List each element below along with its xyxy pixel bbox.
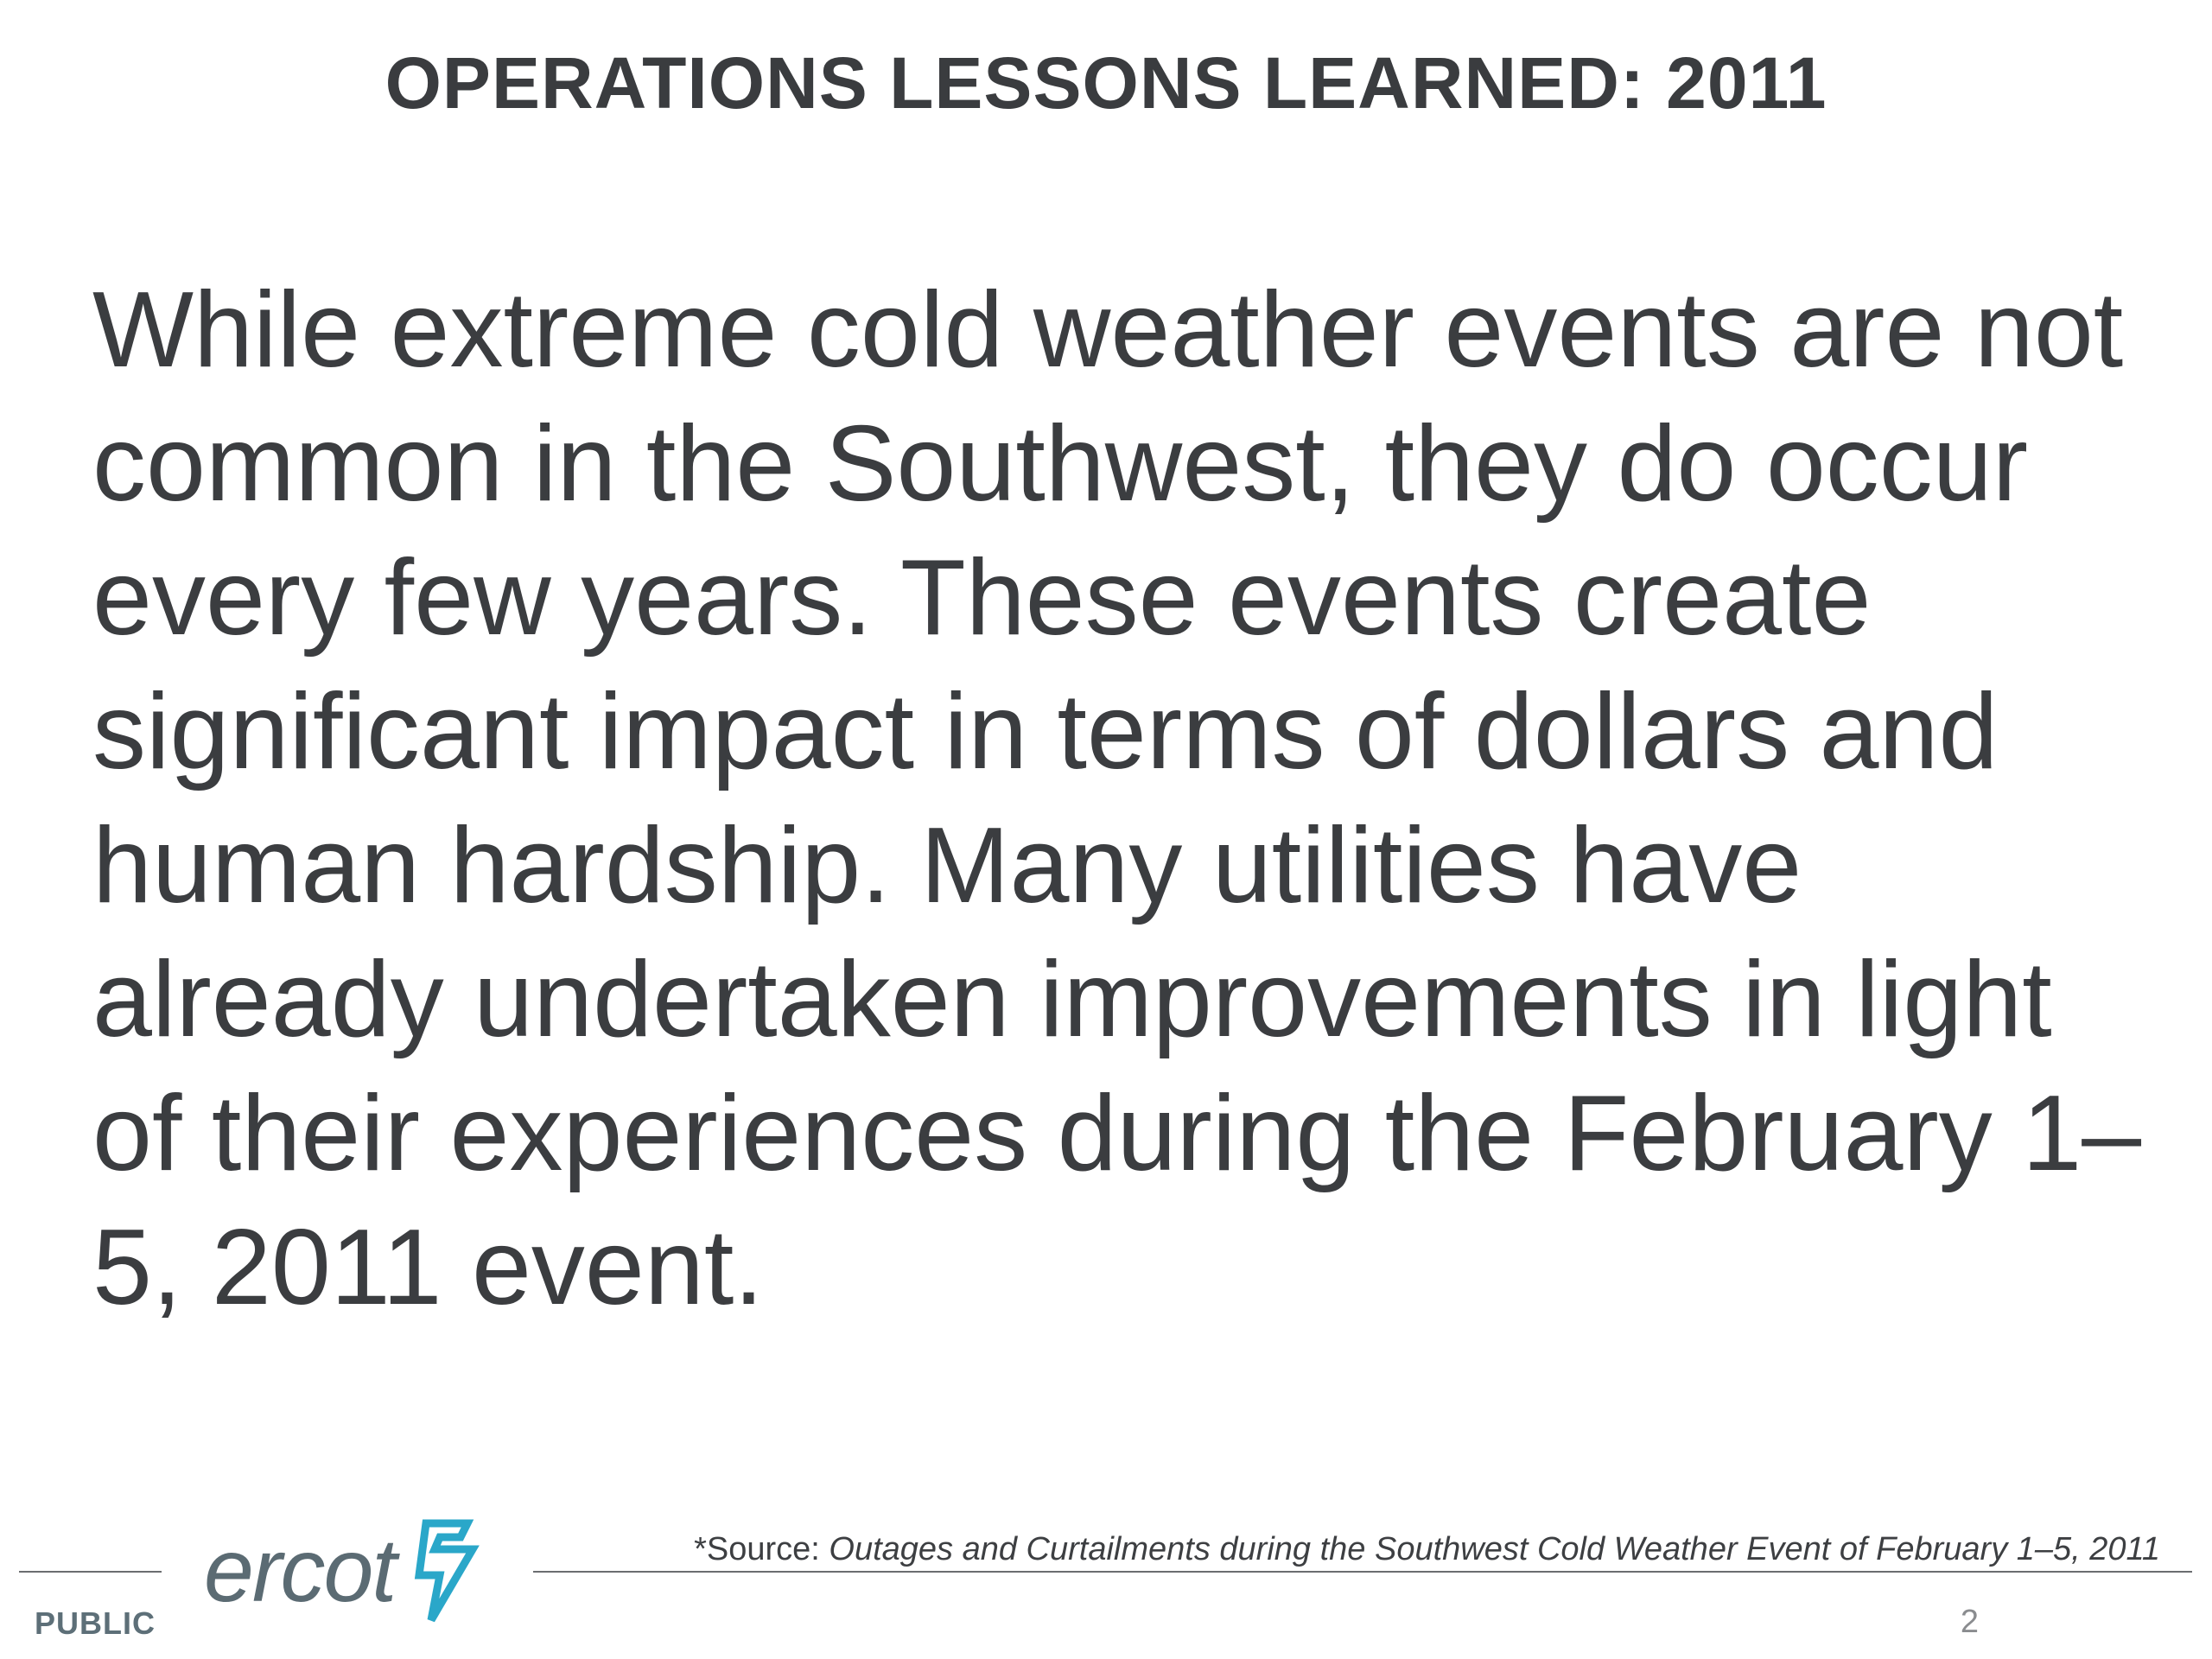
slide-title: OPERATIONS LESSONS LEARNED: 2011 <box>385 42 1827 124</box>
footer-rule-right <box>533 1571 2192 1573</box>
logo-wordmark: ercot <box>204 1521 396 1621</box>
classification-label: PUBLIC <box>35 1605 156 1641</box>
lightning-bolt-icon <box>400 1515 483 1627</box>
source-title: Outages and Curtailments during the Southwest Cold Weather Event of February 1–5, 2011 <box>829 1531 2160 1567</box>
ercot-logo <box>204 1510 483 1631</box>
source-citation <box>631 1531 2160 1568</box>
source-prefix: *Source: <box>694 1531 830 1567</box>
footer-rule-left <box>19 1571 162 1573</box>
page-number: 2 <box>1960 1604 1979 1640</box>
slide-body-text: While extreme cold weather events are not common in the Southwest, they do occur every few years. These events create significant impact in terms of dollars and human hardship. Many utilities have already undertaken improvements in light of their experiences during the February 1–5, 2011 event. <box>92 270 2142 1327</box>
